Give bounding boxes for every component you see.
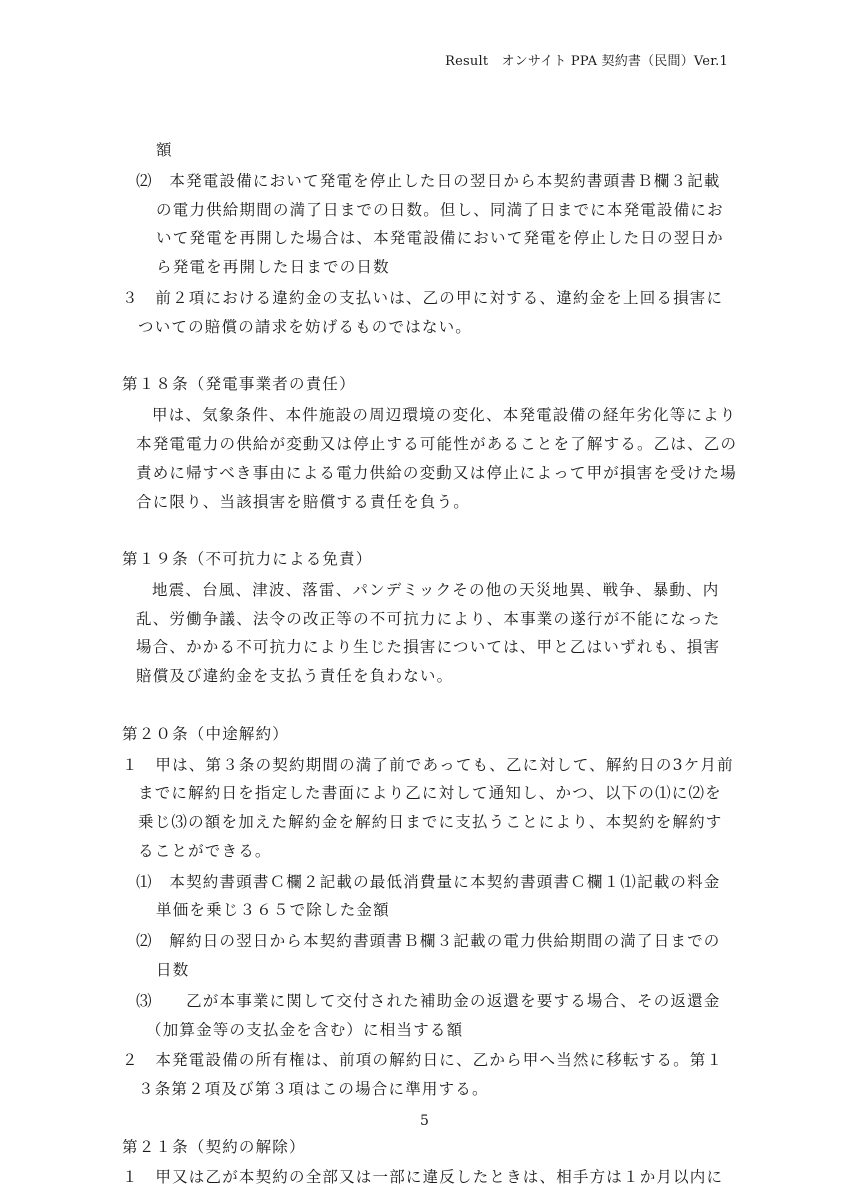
text-line: 地震、台風、津波、落雷、パンデミックその他の天災地異、戦争、暴動、内 [152,581,720,599]
text-line: の電力供給期間の満了日までの日数。但し、同満了日までに本発電設備にお [156,201,724,219]
text-line: １ 甲又は乙が本契約の全部又は一部に違反したときは、相手方は１か月以内に [122,1168,724,1186]
text-line: 場合、かかる不可抗力により生じた損害については、甲と乙はいずれも、損害 [136,638,721,656]
text-line: 甲は、気象条件、本件施設の周辺環境の変化、本発電設備の経年劣化等により [152,406,737,424]
text-line: ⑵ 解約日の翌日から本契約書頭書Ｂ欄３記載の電力供給期間の満了日までの [136,932,721,950]
text-line: いて発電を再開した場合は、本発電設備において発電を停止した日の翌日か [156,229,724,247]
text-line: 本発電電力の供給が変動又は停止する可能性があることを了解する。乙は、乙の [136,435,738,453]
text-line: ⑶ 乙が本事業に関して交付された補助金の返還を要する場合、その返還金 [136,992,721,1010]
article-heading: 第１８条（発電事業者の責任） [122,375,356,393]
text-line: までに解約日を指定した書面により乙に対して通知し、かつ、以下の⑴に⑵を [138,784,722,802]
text-line: １ 甲は、第３条の契約期間の満了前であっても、乙に対して、解約日の3ケ月前 [122,756,734,774]
text-line: ら発電を再開した日までの日数 [156,258,390,276]
text-line: ３ 前２項における違約金の支払いは、乙の甲に対する、違約金を上回る損害に [122,289,724,307]
text-line: 乗じ⑶の額を加えた解約金を解約日までに支払うことにより、本契約を解約す [138,813,723,831]
text-line: 日数 [156,961,190,979]
article-heading: 第１９条（不可抗力による免責） [122,550,373,568]
text-line: ⑵ 本発電設備において発電を停止した日の翌日から本契約書頭書Ｂ欄３記載 [136,172,721,190]
text-line: 責めに帰すべき事由による電力供給の変動又は停止によって甲が損害を受けた場 [136,464,737,482]
text-line: ⑴ 本契約書頭書Ｃ欄２記載の最低消費量に本契約書頭書Ｃ欄１⑴記載の料金 [136,873,721,891]
text-line: ２ 本発電設備の所有権は、前項の解約日に、乙から甲へ当然に移転する。第１ [122,1051,724,1069]
article-heading: 第２１条（契約の解除） [122,1138,306,1156]
text-line: 単価を乗じ３６５で除した金額 [156,901,390,919]
text-line: ついての賠償の請求を妨げるものではない。 [138,318,473,336]
text-line: （加算金等の支払金を含む）に相当する額 [146,1021,464,1039]
text-line: 額 [156,141,173,159]
text-line: 乱、労働争議、法令の改正等の不可抗力により、本事業の遂行が不能になった [136,610,721,628]
page-number: 5 [420,1113,429,1129]
text-line: ３条第２項及び第３項はこの場合に準用する。 [138,1080,489,1098]
article-heading: 第２０条（中途解約） [122,725,290,743]
text-line: 合に限り、当該損害を賠償する責任を負う。 [136,493,471,511]
page-header: Result オンサイト PPA 契約書（民間）Ver.1 [445,54,728,69]
text-line: ることができる。 [138,842,272,860]
text-line: 賠償及び違約金を支払う責任を負わない。 [136,667,454,685]
